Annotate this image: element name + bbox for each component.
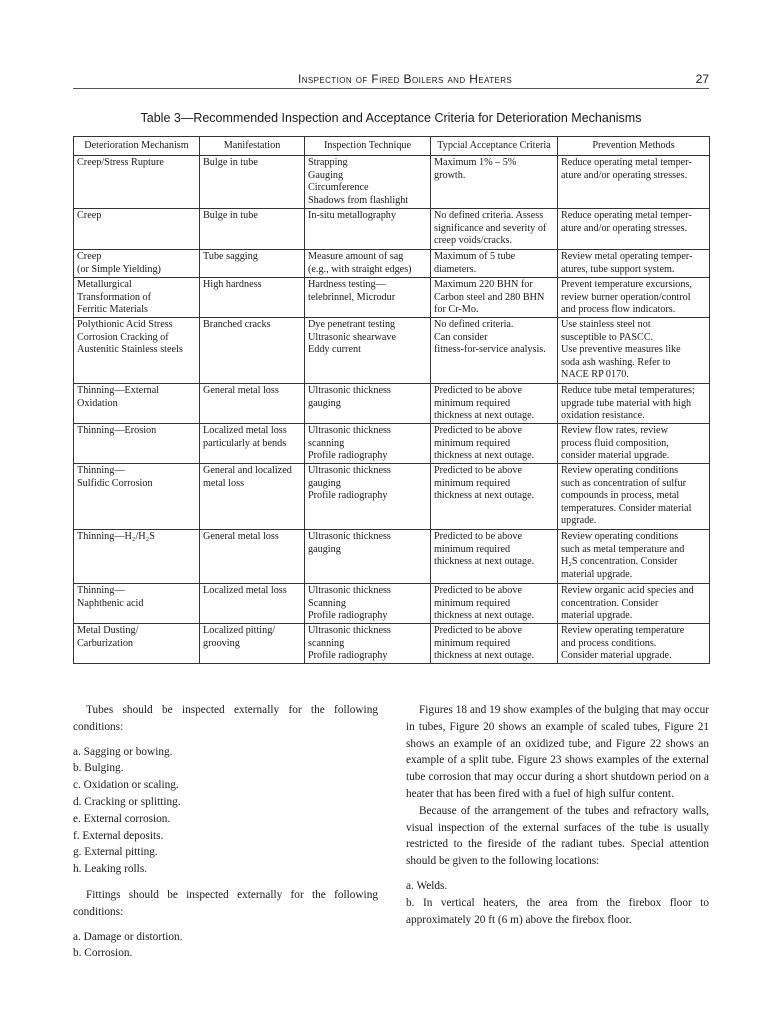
table-cell: Bulge in tube [200,156,305,209]
locations-list [406,878,709,928]
table-cell: Ultrasonic thickness scanning Profile radiography [305,424,431,464]
column-header: Inspection Technique [305,137,431,156]
table-cell: Review organic acid species and concentration. Consider material upgrade. [558,584,710,624]
list-item: b. Corrosion. [73,947,133,960]
list-item: b. Bulging. [73,762,124,775]
list-item: f. External deposits. [73,829,164,842]
page-number: 27 [695,72,709,86]
list-item: b. In vertical heaters, the area from the firebox floor to approximately 20 ft (6 m) above the firebox floor. [406,896,709,926]
table-cell: Review operating temperature and process conditions. Consider material upgrade. [558,624,710,664]
table-cell: Predicted to be above minimum required thickness at next outage. [431,384,558,424]
table-cell: Thinning—Erosion [74,424,200,464]
list-item: g. External pitting. [73,846,158,859]
arrangement-paragraph: Because of the arrangement of the tubes and refractory walls, visual inspection of the external surfaces of the tube is usually restricted to the fireside of the radiant tubes. Special attention should be given to the following locations: [406,804,709,868]
table-cell: Predicted to be above minimum required thickness at next outage. [431,624,558,664]
table-header-row [74,137,710,156]
table-cell: Thinning— Naphthenic acid [74,584,200,624]
table-cell: Measure amount of sag (e.g., with straight edges) [305,250,431,278]
fittings-conditions-list [73,929,378,963]
column-header: Typcial Acceptance Criteria [431,137,558,156]
table-row [74,209,710,250]
column-header: Manifestation [200,137,305,156]
table-cell: High hardness [200,278,305,318]
table-cell: General metal loss [200,384,305,424]
table-cell: Maximum 220 BHN for Carbon steel and 280 BHN for Cr-Mo. [431,278,558,318]
deterioration-criteria-table [73,136,710,664]
table-cell: Creep [74,209,200,250]
table-row [74,530,710,584]
table-cell: Review metal operating temper- atures, tube support system. [558,250,710,278]
table-cell: In-situ metallography [305,209,431,250]
table-row [74,278,710,318]
tubes-intro-paragraph: Tubes should be inspected externally for the following conditions: [73,704,378,733]
table-cell: Predicted to be above minimum required thickness at next outage. [431,530,558,584]
table-cell: Metal Dusting/ Carburization [74,624,200,664]
table-cell: Metallurgical Transformation of Ferritic Materials [74,278,200,318]
table-cell: Predicted to be above minimum required thickness at next outage. [431,584,558,624]
table-cell: Strapping Gauging Circumference Shadows from flashlight [305,156,431,209]
table-cell: Tube sagging [200,250,305,278]
table-cell: No defined criteria. Can consider fitness-for-service analysis. [431,318,558,384]
table-cell: Ultrasonic thickness gauging Profile radiography [305,464,431,530]
table-cell: Ultrasonic thickness Scanning Profile radiography [305,584,431,624]
list-item: c. Oxidation or scaling. [73,779,179,792]
running-header [73,72,709,89]
table-cell: Localized metal loss particularly at bends [200,424,305,464]
table-cell: Ultrasonic thickness scanning Profile radiography [305,624,431,664]
table-row [74,424,710,464]
list-item: h. Leaking rolls. [73,863,148,876]
table-cell: No defined criteria. Assess significance and severity of creep voids/cracks. [431,209,558,250]
table-cell: Predicted to be above minimum required thickness at next outage. [431,464,558,530]
left-text-column [73,702,378,962]
table-cell: Ultrasonic thickness gauging [305,384,431,424]
list-item: d. Cracking or splitting. [73,795,181,808]
table-cell: Reduce operating metal temper- ature and/or operating stresses. [558,156,710,209]
table-cell: Hardness testing— telebrinnel, Microdur [305,278,431,318]
table-cell: Thinning—H₂/H₂S [74,530,200,584]
table-cell: Predicted to be above minimum required thickness at next outage. [431,424,558,464]
list-item: a. Sagging or bowing. [73,745,173,758]
running-title: Inspection of Fired Boilers and Heaters [298,72,513,86]
table-cell: Use stainless steel not susceptible to PASCC. Use preventive measures like soda ash washing. Refer to NACE RP 0170. [558,318,710,384]
table-cell: Creep/Stress Rupture [74,156,200,209]
table-cell: Reduce operating metal temper- ature and/or operating stresses. [558,209,710,250]
table-row [74,624,710,664]
list-item: a. Welds. [406,879,448,892]
table-cell: Review flow rates, review process fluid composition, consider material upgrade. [558,424,710,464]
table-cell: Reduce tube metal temperatures; upgrade tube material with high oxidation resistance. [558,384,710,424]
table-cell: Thinning— Sulfidic Corrosion [74,464,200,530]
table-row [74,318,710,384]
table-row [74,250,710,278]
table-caption: Table 3—Recommended Inspection and Acceptance Criteria for Deterioration Mechanisms [140,111,642,125]
table-row [74,584,710,624]
table-cell: Review operating conditions such as concentration of sulfur compounds in process, metal temperatures. Consider material upgrade. [558,464,710,530]
table-row [74,464,710,530]
table-cell: Bulge in tube [200,209,305,250]
fittings-intro-paragraph: Fittings should be inspected externally for the following conditions: [73,888,378,918]
tubes-conditions-list [73,744,378,878]
table-row [74,384,710,424]
table-cell: Localized pitting/ grooving [200,624,305,664]
table-cell: General metal loss [200,530,305,584]
table-cell: Thinning—External Oxidation [74,384,200,424]
table-cell: Polythionic Acid Stress Corrosion Cracking of Austenitic Stainless steels [74,318,200,384]
table-row [74,156,710,209]
table-cell: Dye penetrant testing Ultrasonic shearwave Eddy current [305,318,431,384]
table-cell: Ultrasonic thickness gauging [305,530,431,584]
table-cell: General and localized metal loss [200,464,305,530]
table-cell: Prevent temperature excursions, review burner operation/control and process flow indicators. [558,278,710,318]
right-text-column [406,702,709,928]
list-item: e. External corrosion. [73,812,171,825]
table-cell: Creep (or Simple Yielding) [74,250,200,278]
figures-paragraph: Figures 18 and 19 show examples of the bulging that may occur in tubes, Figure 20 shows an example of scaled tubes, Figure 21 shows an example of an oxidized tube, and Figure 22 shows an example of a split tube. Figure 23 shows examples of the external tube corrosion that may occur during a short shutdown period on a heater that has been fired with a fuel of high sulfur content. [406,704,709,800]
column-header: Deterioration Mechanism [74,137,200,156]
list-item: a. Damage or distortion. [73,930,183,943]
table-cell: Maximum 1% – 5% growth. [431,156,558,209]
table-cell: Maximum of 5 tube diameters. [431,250,558,278]
column-header: Prevention Methods [558,137,710,156]
table-cell: Review operating conditions such as metal temperature and H₂S concentration. Consider material upgrade. [558,530,710,584]
table-cell: Localized metal loss [200,584,305,624]
table-cell: Branched cracks [200,318,305,384]
